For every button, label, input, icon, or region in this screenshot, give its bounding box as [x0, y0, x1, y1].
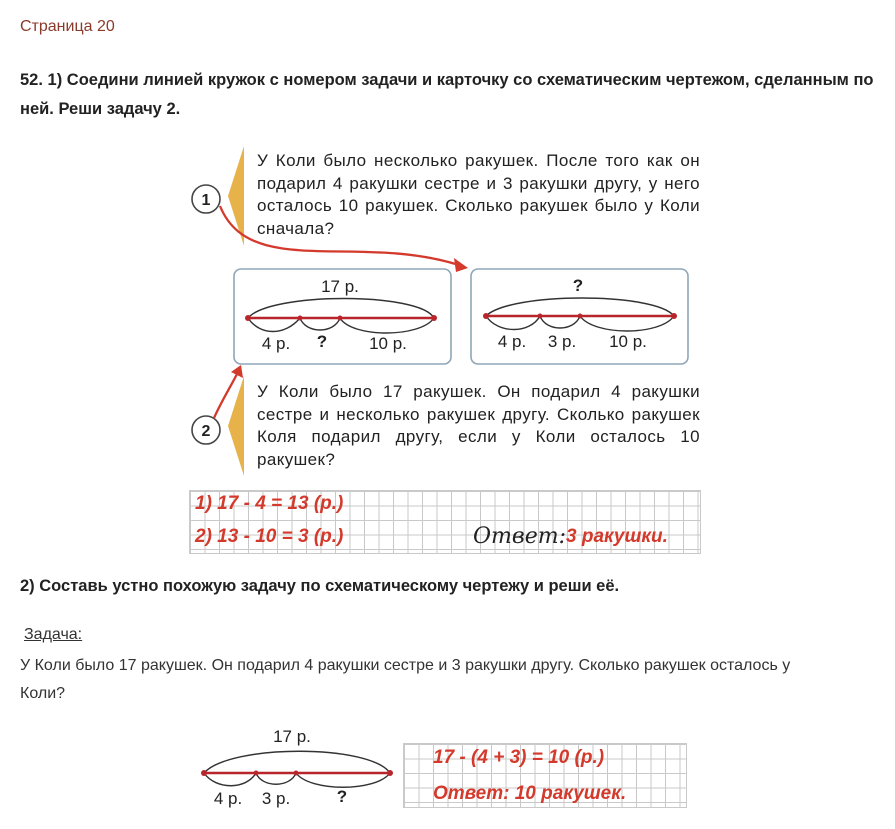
card-left-label-3: 10 р. — [369, 334, 407, 353]
card-left-label-2: ? — [316, 332, 328, 351]
task-body: У Коли было 17 ракушек. Он подарил 4 ракушки сестре и 3 ракушки другу. Сколько ракушек осталось у Коли? — [20, 657, 791, 702]
task-number-2: 2 — [201, 423, 211, 440]
diagram-label-2: 3 р. — [261, 789, 291, 808]
solution-line-2: 2) 13 - 10 = 3 (р.) — [195, 526, 344, 547]
diagram-top-label: 17 р. — [273, 727, 311, 746]
part-2-heading: 2) Составь устно похожую задачу по схематическому чертежу и реши её. — [20, 577, 620, 595]
pennant-1 — [228, 146, 244, 246]
card-left-label-1: 4 р. — [261, 334, 291, 353]
answer-value: 3 ракушки. — [566, 526, 668, 547]
diagram-label-1: 4 р. — [213, 789, 243, 808]
exercise-heading: 52. 1) Соедини линией кружок с номером задачи и карточку со схематическим чертежом, сделанным по ней. Реши задачу 2. — [20, 71, 874, 118]
card-right-top-label: ? — [572, 276, 584, 295]
answer-word: Ответ: — [473, 524, 566, 549]
task-2-text: У Коли было 17 ракушек. Он подарил 4 ракушки сестре и несколько ракушек другу. Сколько ракушек Коля подарил другу, если у Коли осталось 10 ракушек? — [257, 382, 700, 469]
card-right-label-1: 4 р. — [497, 332, 527, 351]
card-right-label-2: 3 р. — [547, 332, 577, 351]
diagram-label-3: ? — [336, 787, 348, 806]
task-title: Задача: — [24, 626, 83, 643]
task-number-1: 1 — [201, 192, 211, 209]
bottom-solution-line-1: 17 - (4 + 3) = 10 (р.) — [433, 747, 605, 768]
card-right-label-3: 10 р. — [609, 332, 647, 351]
solution-line-1: 1) 17 - 4 = 13 (р.) — [195, 493, 344, 514]
page-label: Страница 20 — [20, 18, 115, 35]
card-left-top-label: 17 р. — [321, 277, 359, 296]
pennant-2 — [228, 376, 244, 476]
bottom-solution-line-2: Ответ: 10 ракушек. — [433, 783, 627, 804]
task-1-text: У Коли было несколько ракушек. После того как он подарил 4 ракушки сестре и 3 ракушки другу, у него осталось 10 ракушек. Сколько ракушек было у Коли сначала? — [257, 151, 700, 238]
